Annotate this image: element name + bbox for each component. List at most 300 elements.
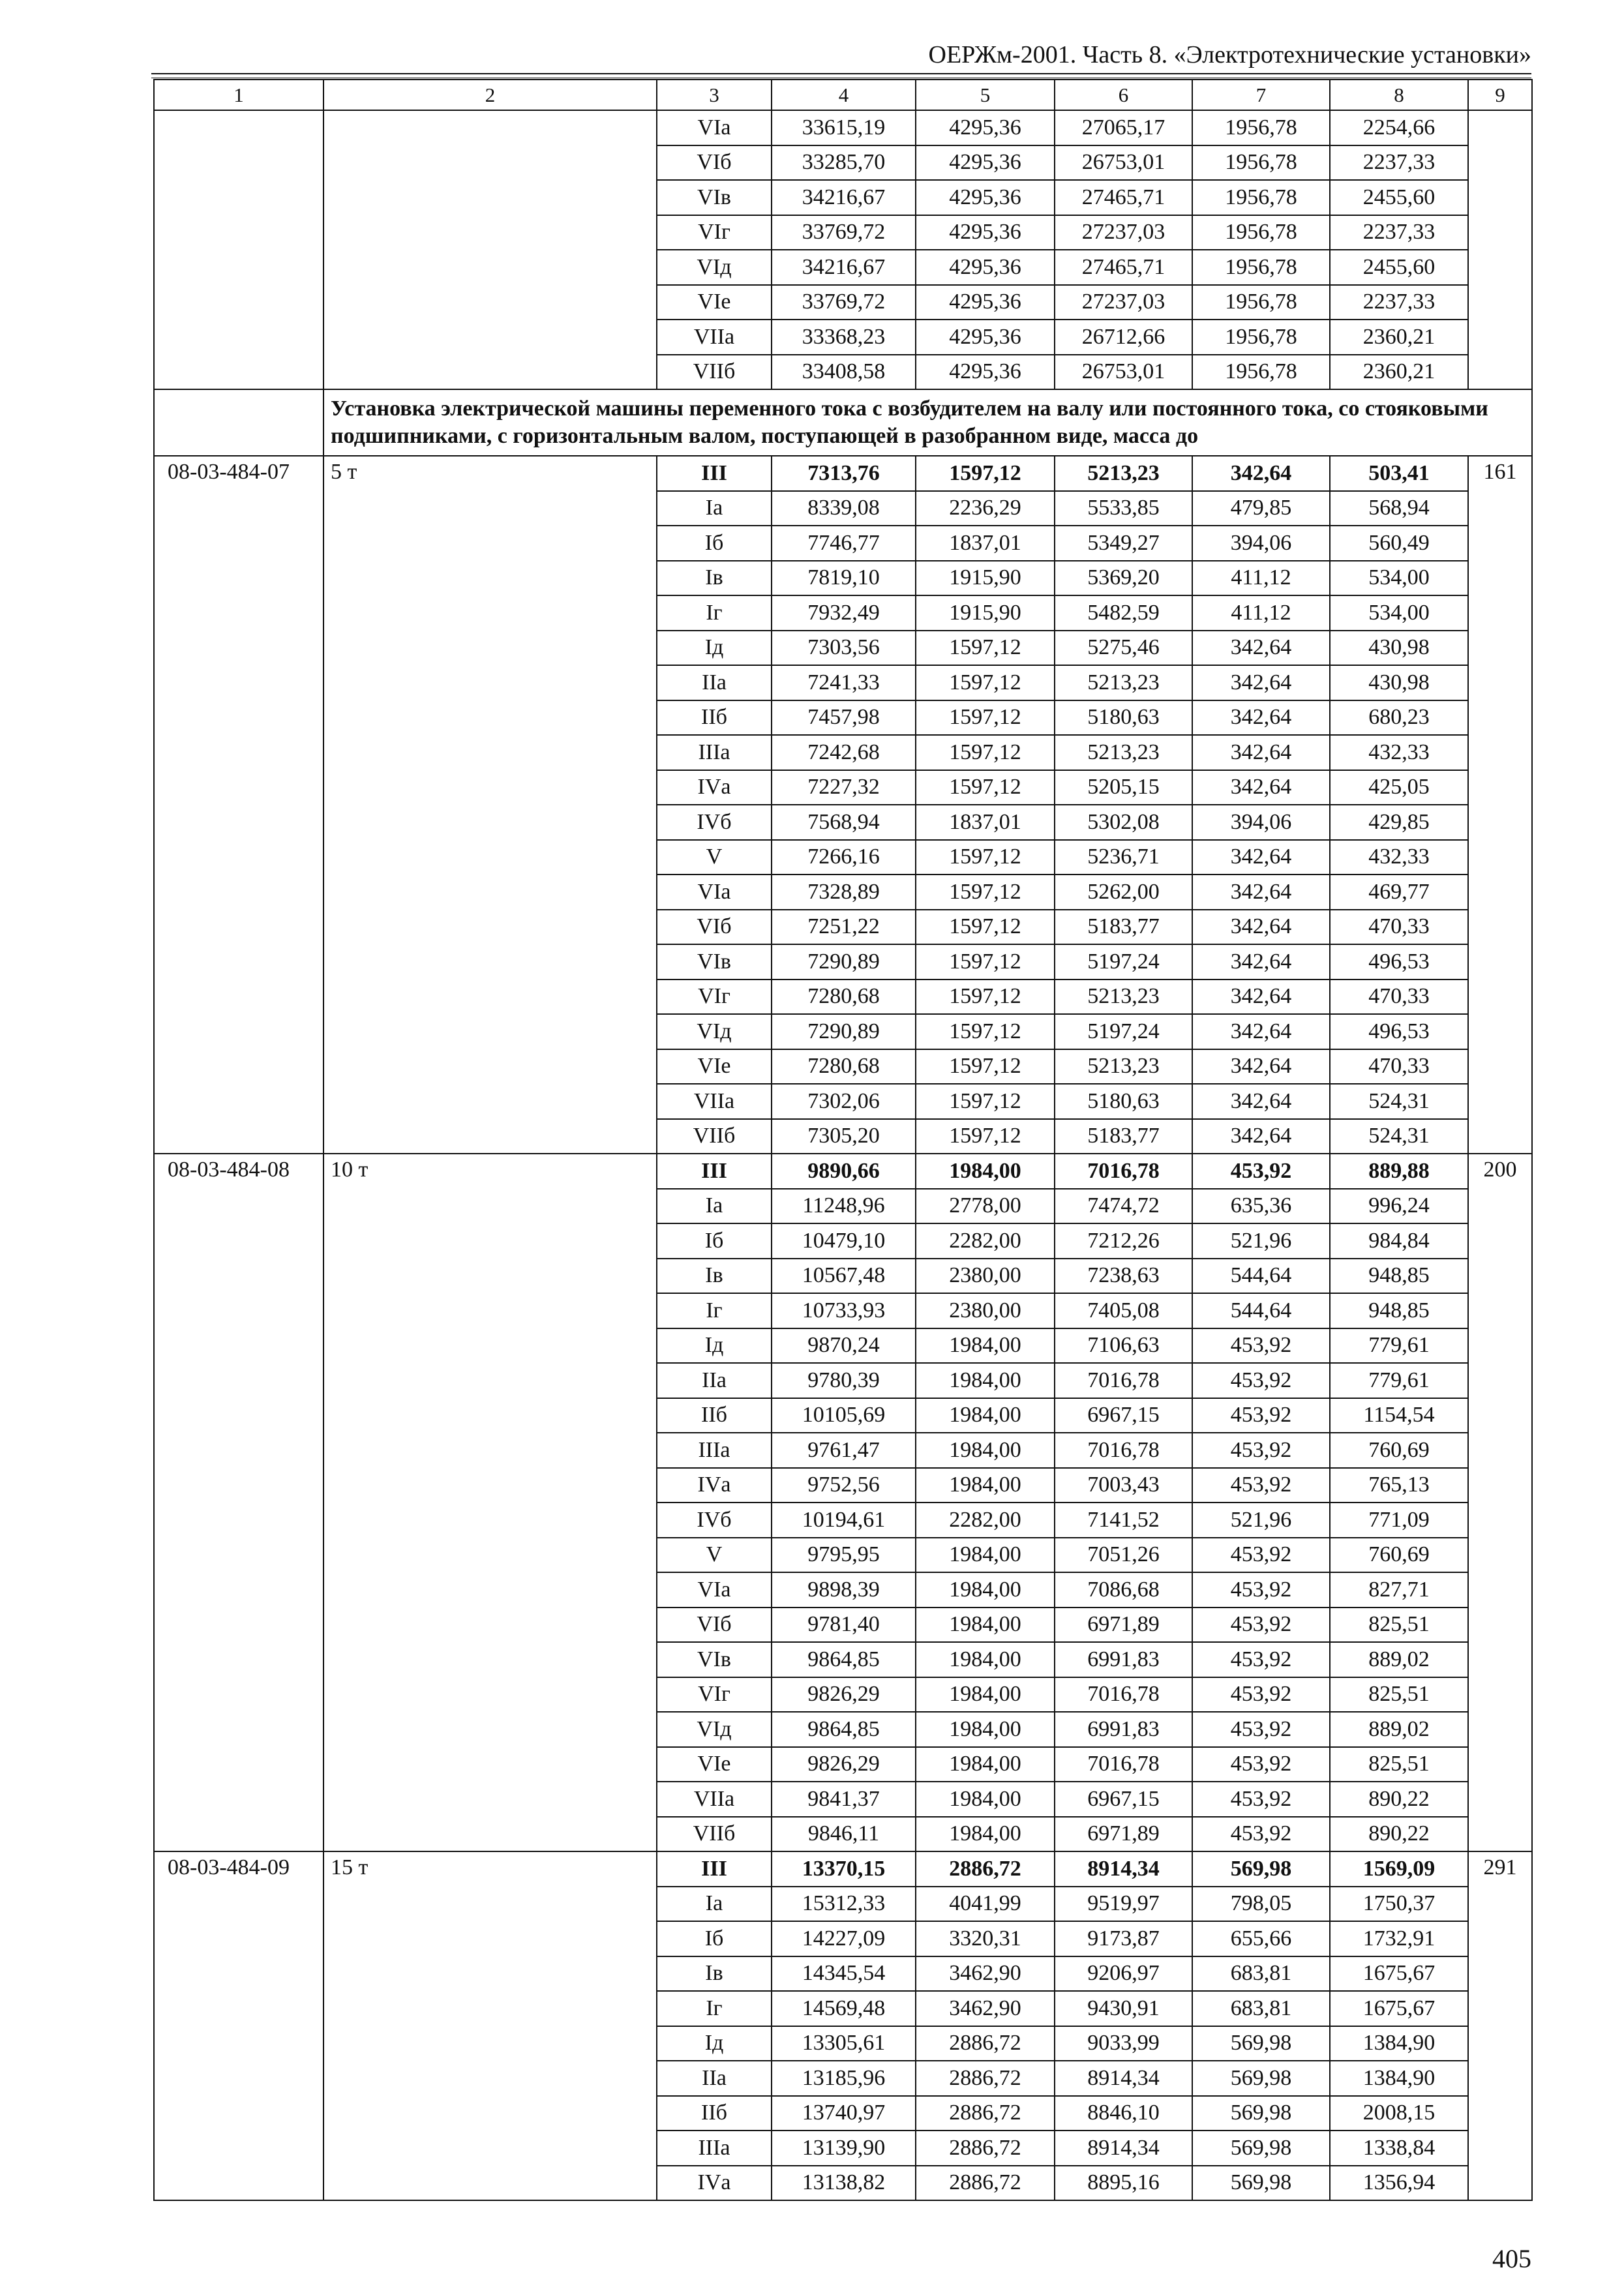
value-cell: 5533,85 (1055, 491, 1192, 526)
value-cell: 7305,20 (772, 1119, 916, 1154)
value-cell: 13185,96 (772, 2061, 916, 2096)
category-cell: VIIб (657, 1817, 772, 1852)
value-cell: 680,23 (1330, 700, 1468, 736)
value-cell: 453,92 (1192, 1398, 1330, 1433)
value-cell: 568,94 (1330, 491, 1468, 526)
value-cell: 1597,12 (916, 770, 1055, 805)
rate-code: 08-03-484-09 (154, 1851, 323, 2200)
value-cell: 524,31 (1330, 1084, 1468, 1119)
value-cell: 4295,36 (916, 355, 1055, 390)
value-cell: 544,64 (1192, 1259, 1330, 1294)
value-cell: 9890,66 (772, 1154, 916, 1189)
value-cell: 5482,59 (1055, 595, 1192, 631)
section-spacer (154, 389, 323, 456)
value-cell: 948,85 (1330, 1259, 1468, 1294)
value-cell: 34216,67 (772, 180, 916, 215)
value-cell: 1675,67 (1330, 1991, 1468, 2026)
value-cell: 9826,29 (772, 1747, 916, 1782)
category-cell: VIе (657, 1049, 772, 1085)
rate-code: 08-03-484-07 (154, 456, 323, 1154)
value-cell: 7016,78 (1055, 1433, 1192, 1468)
category-cell: VIв (657, 944, 772, 980)
value-cell: 496,53 (1330, 1014, 1468, 1049)
category-cell: IIIа (657, 1433, 772, 1468)
value-cell: 7251,22 (772, 910, 916, 945)
value-cell: 13139,90 (772, 2131, 916, 2166)
value-cell: 4295,36 (916, 145, 1055, 181)
value-cell: 798,05 (1192, 1887, 1330, 1922)
value-cell: 779,61 (1330, 1328, 1468, 1364)
value-cell: 7405,08 (1055, 1293, 1192, 1328)
value-cell: 1597,12 (916, 665, 1055, 700)
value-cell: 6991,83 (1055, 1642, 1192, 1677)
value-cell: 1984,00 (916, 1538, 1055, 1573)
value-cell: 9864,85 (772, 1712, 916, 1747)
value-cell: 2886,72 (916, 2166, 1055, 2201)
value-cell: 1597,12 (916, 1119, 1055, 1154)
value-cell: 469,77 (1330, 875, 1468, 910)
value-cell: 429,85 (1330, 805, 1468, 840)
value-cell: 7051,26 (1055, 1538, 1192, 1573)
value-cell: 7328,89 (772, 875, 916, 910)
value-cell: 342,64 (1192, 1049, 1330, 1085)
category-cell: Iд (657, 2026, 772, 2061)
value-cell: 765,13 (1330, 1468, 1468, 1503)
table-row (154, 456, 1532, 491)
value-cell: 7016,78 (1055, 1677, 1192, 1713)
column-number: 3 (657, 80, 772, 110)
value-cell: 5180,63 (1055, 1084, 1192, 1119)
category-cell: VIг (657, 1677, 772, 1713)
value-cell: 453,92 (1192, 1538, 1330, 1573)
value-cell: 34216,67 (772, 250, 916, 285)
value-cell: 827,71 (1330, 1572, 1468, 1608)
value-cell: 569,98 (1192, 1851, 1330, 1887)
value-cell: 26712,66 (1055, 320, 1192, 355)
value-cell: 1750,37 (1330, 1887, 1468, 1922)
value-cell: 7212,26 (1055, 1223, 1192, 1259)
value-cell: 1984,00 (916, 1782, 1055, 1817)
value-cell: 7568,94 (772, 805, 916, 840)
value-cell: 7290,89 (772, 944, 916, 980)
value-cell: 7746,77 (772, 526, 916, 561)
value-cell: 26753,01 (1055, 355, 1192, 390)
value-cell: 2008,15 (1330, 2096, 1468, 2131)
value-cell: 3462,90 (916, 1991, 1055, 2026)
value-cell: 4295,36 (916, 250, 1055, 285)
value-cell: 342,64 (1192, 700, 1330, 736)
value-cell: 9430,91 (1055, 1991, 1192, 2026)
value-cell: 1956,78 (1192, 355, 1330, 390)
value-cell: 342,64 (1192, 840, 1330, 875)
value-cell: 342,64 (1192, 631, 1330, 666)
value-cell: 453,92 (1192, 1608, 1330, 1643)
value-cell: 1984,00 (916, 1642, 1055, 1677)
category-cell: VIб (657, 145, 772, 181)
value-cell: 453,92 (1192, 1817, 1330, 1852)
value-cell: 1984,00 (916, 1154, 1055, 1189)
value-cell: 342,64 (1192, 770, 1330, 805)
value-cell: 27237,03 (1055, 215, 1192, 250)
rate-code: 08-03-484-08 (154, 1154, 323, 1851)
value-cell: 521,96 (1192, 1223, 1330, 1259)
category-cell: VIIб (657, 355, 772, 390)
value-cell: 655,66 (1192, 1921, 1330, 1956)
column-number: 1 (154, 80, 323, 110)
value-cell: 9780,39 (772, 1363, 916, 1398)
value-cell: 27237,03 (1055, 285, 1192, 320)
page-number: 405 (1492, 2244, 1531, 2273)
category-cell: Iв (657, 561, 772, 596)
column-number: 9 (1468, 80, 1532, 110)
value-cell: 33615,19 (772, 110, 916, 145)
value-cell: 26753,01 (1055, 145, 1192, 181)
value-cell: 9898,39 (772, 1572, 916, 1608)
value-cell: 4295,36 (916, 110, 1055, 145)
value-cell: 1984,00 (916, 1712, 1055, 1747)
value-cell: 453,92 (1192, 1154, 1330, 1189)
value-cell: 9173,87 (1055, 1921, 1192, 1956)
value-cell: 9033,99 (1055, 2026, 1192, 2061)
value-cell: 890,22 (1330, 1817, 1468, 1852)
value-cell: 1956,78 (1192, 285, 1330, 320)
category-cell: Iа (657, 1887, 772, 1922)
category-cell: V (657, 1538, 772, 1573)
value-cell: 7302,06 (772, 1084, 916, 1119)
value-cell: 8339,08 (772, 491, 916, 526)
value-cell: 1384,90 (1330, 2061, 1468, 2096)
value-cell: 569,98 (1192, 2026, 1330, 2061)
value-cell: 3462,90 (916, 1956, 1055, 1992)
value-cell: 453,92 (1192, 1363, 1330, 1398)
category-cell: IIа (657, 1363, 772, 1398)
value-cell: 1597,12 (916, 735, 1055, 770)
value-cell: 1984,00 (916, 1363, 1055, 1398)
value-cell: 1597,12 (916, 980, 1055, 1015)
value-cell: 825,51 (1330, 1677, 1468, 1713)
value-cell: 5213,23 (1055, 735, 1192, 770)
value-cell: 1597,12 (916, 1084, 1055, 1119)
value-cell: 2380,00 (916, 1293, 1055, 1328)
value-cell: 8914,34 (1055, 1851, 1192, 1887)
category-cell: VIе (657, 1747, 772, 1782)
category-cell: Iг (657, 595, 772, 631)
value-cell: 1956,78 (1192, 320, 1330, 355)
value-cell: 7266,16 (772, 840, 916, 875)
value-cell: 5213,23 (1055, 1049, 1192, 1085)
category-cell: Iг (657, 1991, 772, 2026)
value-cell: 569,98 (1192, 2096, 1330, 2131)
value-cell: 470,33 (1330, 980, 1468, 1015)
value-cell: 890,22 (1330, 1782, 1468, 1817)
value-cell: 411,12 (1192, 595, 1330, 631)
category-cell: VIIа (657, 1782, 772, 1817)
value-cell: 1597,12 (916, 631, 1055, 666)
column-number: 8 (1330, 80, 1468, 110)
category-cell: IIб (657, 1398, 772, 1433)
category-cell: VIд (657, 1712, 772, 1747)
value-cell: 342,64 (1192, 1014, 1330, 1049)
value-cell: 8914,34 (1055, 2131, 1192, 2166)
value-cell: 430,98 (1330, 665, 1468, 700)
category-cell: IIа (657, 665, 772, 700)
value-cell: 14569,48 (772, 1991, 916, 2026)
value-cell: 760,69 (1330, 1433, 1468, 1468)
col9-value: 161 (1468, 456, 1532, 1154)
value-cell: 10733,93 (772, 1293, 916, 1328)
value-cell: 33769,72 (772, 285, 916, 320)
value-cell: 1956,78 (1192, 215, 1330, 250)
value-cell: 1915,90 (916, 595, 1055, 631)
value-cell: 1597,12 (916, 1049, 1055, 1085)
value-cell: 10194,61 (772, 1503, 916, 1538)
table-row (154, 110, 1532, 145)
value-cell: 569,98 (1192, 2166, 1330, 2201)
mass-label: 10 т (323, 1154, 657, 1851)
value-cell: 6967,15 (1055, 1782, 1192, 1817)
value-cell: 5213,23 (1055, 456, 1192, 491)
value-cell: 342,64 (1192, 456, 1330, 491)
value-cell: 534,00 (1330, 595, 1468, 631)
value-cell: 2236,29 (916, 491, 1055, 526)
value-cell: 10479,10 (772, 1223, 916, 1259)
category-cell: IVа (657, 2166, 772, 2201)
value-cell: 521,96 (1192, 1503, 1330, 1538)
value-cell: 470,33 (1330, 1049, 1468, 1085)
category-cell: Iв (657, 1259, 772, 1294)
category-cell: VIд (657, 1014, 772, 1049)
value-cell: 4295,36 (916, 180, 1055, 215)
value-cell: 14345,54 (772, 1956, 916, 1992)
value-cell: 11248,96 (772, 1189, 916, 1224)
value-cell: 7819,10 (772, 561, 916, 596)
mass-label: 5 т (323, 456, 657, 1154)
category-cell: III (657, 1154, 772, 1189)
category-cell: VIб (657, 910, 772, 945)
value-cell: 2380,00 (916, 1259, 1055, 1294)
value-cell: 7141,52 (1055, 1503, 1192, 1538)
value-cell: 5369,20 (1055, 561, 1192, 596)
category-cell: IIIа (657, 735, 772, 770)
value-cell: 7303,56 (772, 631, 916, 666)
value-cell: 8914,34 (1055, 2061, 1192, 2096)
value-cell: 9781,40 (772, 1608, 916, 1643)
value-cell: 9870,24 (772, 1328, 916, 1364)
value-cell: 1154,54 (1330, 1398, 1468, 1433)
category-cell: III (657, 1851, 772, 1887)
value-cell: 33408,58 (772, 355, 916, 390)
value-cell: 394,06 (1192, 526, 1330, 561)
table-row (154, 1154, 1532, 1189)
value-cell: 1984,00 (916, 1468, 1055, 1503)
value-cell: 5183,77 (1055, 1119, 1192, 1154)
value-cell: 13740,97 (772, 2096, 916, 2131)
value-cell: 342,64 (1192, 1119, 1330, 1154)
value-cell: 6971,89 (1055, 1608, 1192, 1643)
value-cell: 9864,85 (772, 1642, 916, 1677)
value-cell: 1956,78 (1192, 180, 1330, 215)
value-cell: 889,02 (1330, 1642, 1468, 1677)
value-cell: 825,51 (1330, 1747, 1468, 1782)
value-cell: 7242,68 (772, 735, 916, 770)
value-cell: 7280,68 (772, 980, 916, 1015)
value-cell: 14227,09 (772, 1921, 916, 1956)
col9-value: 291 (1468, 1851, 1532, 2200)
value-cell: 1984,00 (916, 1398, 1055, 1433)
value-cell: 7313,76 (772, 456, 916, 491)
value-cell: 560,49 (1330, 526, 1468, 561)
mass-label: 15 т (323, 1851, 657, 2200)
value-cell: 453,92 (1192, 1433, 1330, 1468)
column-number: 2 (323, 80, 657, 110)
value-cell: 2455,60 (1330, 250, 1468, 285)
value-cell: 5349,27 (1055, 526, 1192, 561)
value-cell: 453,92 (1192, 1782, 1330, 1817)
value-cell: 2886,72 (916, 2026, 1055, 2061)
value-cell: 1597,12 (916, 910, 1055, 945)
value-cell: 6971,89 (1055, 1817, 1192, 1852)
category-cell: Iа (657, 1189, 772, 1224)
value-cell: 5197,24 (1055, 944, 1192, 980)
value-cell: 5205,15 (1055, 770, 1192, 805)
value-cell: 1597,12 (916, 700, 1055, 736)
value-cell: 534,00 (1330, 561, 1468, 596)
value-cell: 3320,31 (916, 1921, 1055, 1956)
value-cell: 7280,68 (772, 1049, 916, 1085)
category-cell: IVа (657, 770, 772, 805)
value-cell: 4295,36 (916, 215, 1055, 250)
value-cell: 7016,78 (1055, 1154, 1192, 1189)
value-cell: 2886,72 (916, 2131, 1055, 2166)
value-cell: 342,64 (1192, 735, 1330, 770)
value-cell: 453,92 (1192, 1712, 1330, 1747)
value-cell: 5197,24 (1055, 1014, 1192, 1049)
value-cell: 479,85 (1192, 491, 1330, 526)
value-cell: 9846,11 (772, 1817, 916, 1852)
value-cell: 8846,10 (1055, 2096, 1192, 2131)
category-cell: III (657, 456, 772, 491)
value-cell: 9206,97 (1055, 1956, 1192, 1992)
value-cell: 27465,71 (1055, 250, 1192, 285)
value-cell: 1597,12 (916, 944, 1055, 980)
value-cell: 453,92 (1192, 1747, 1330, 1782)
value-cell: 2360,21 (1330, 320, 1468, 355)
category-cell: IVб (657, 1503, 772, 1538)
value-cell: 2282,00 (916, 1503, 1055, 1538)
value-cell: 411,12 (1192, 561, 1330, 596)
category-cell: IIа (657, 2061, 772, 2096)
value-cell: 1915,90 (916, 561, 1055, 596)
category-cell: Iа (657, 491, 772, 526)
value-cell: 1984,00 (916, 1747, 1055, 1782)
value-cell: 2237,33 (1330, 145, 1468, 181)
value-cell: 9841,37 (772, 1782, 916, 1817)
category-cell: IVб (657, 805, 772, 840)
value-cell: 1984,00 (916, 1572, 1055, 1608)
value-cell: 5275,46 (1055, 631, 1192, 666)
category-cell: VIIб (657, 1119, 772, 1154)
value-cell: 7016,78 (1055, 1747, 1192, 1782)
col9-cell (1468, 110, 1532, 389)
value-cell: 1597,12 (916, 1014, 1055, 1049)
value-cell: 569,98 (1192, 2131, 1330, 2166)
value-cell: 33769,72 (772, 215, 916, 250)
value-cell: 7016,78 (1055, 1363, 1192, 1398)
value-cell: 1837,01 (916, 526, 1055, 561)
value-cell: 779,61 (1330, 1363, 1468, 1398)
value-cell: 569,98 (1192, 2061, 1330, 2096)
value-cell: 2237,33 (1330, 285, 1468, 320)
value-cell: 342,64 (1192, 1084, 1330, 1119)
value-cell: 1984,00 (916, 1677, 1055, 1713)
value-cell: 27465,71 (1055, 180, 1192, 215)
header-rule (151, 73, 1531, 74)
value-cell: 496,53 (1330, 944, 1468, 980)
category-cell: VIа (657, 875, 772, 910)
value-cell: 948,85 (1330, 1293, 1468, 1328)
value-cell: 1675,67 (1330, 1956, 1468, 1992)
value-cell: 1984,00 (916, 1608, 1055, 1643)
value-cell: 825,51 (1330, 1608, 1468, 1643)
value-cell: 1956,78 (1192, 145, 1330, 181)
value-cell: 2237,33 (1330, 215, 1468, 250)
category-cell: Iг (657, 1293, 772, 1328)
value-cell: 2778,00 (916, 1189, 1055, 1224)
value-cell: 342,64 (1192, 980, 1330, 1015)
value-cell: 33285,70 (772, 145, 916, 181)
value-cell: 2282,00 (916, 1223, 1055, 1259)
section-title: Установка электрической машины переменного тока с возбудителем на валу или постоянного тока, со стояковыми подшипниками, с горизонтальным валом, поступающей в разобранном виде, масса до (323, 389, 1532, 456)
value-cell: 7238,63 (1055, 1259, 1192, 1294)
value-cell: 394,06 (1192, 805, 1330, 840)
value-cell: 1956,78 (1192, 250, 1330, 285)
value-cell: 1597,12 (916, 840, 1055, 875)
value-cell: 544,64 (1192, 1293, 1330, 1328)
value-cell: 9795,95 (772, 1538, 916, 1573)
value-cell: 7932,49 (772, 595, 916, 631)
value-cell: 1356,94 (1330, 2166, 1468, 2201)
value-cell: 1732,91 (1330, 1921, 1468, 1956)
category-cell: IVа (657, 1468, 772, 1503)
column-number: 7 (1192, 80, 1330, 110)
section-row (154, 389, 1532, 456)
value-cell: 4295,36 (916, 285, 1055, 320)
value-cell: 2254,66 (1330, 110, 1468, 145)
col9-value: 200 (1468, 1154, 1532, 1851)
category-cell: VIг (657, 980, 772, 1015)
value-cell: 683,81 (1192, 1956, 1330, 1992)
category-cell: VIб (657, 1608, 772, 1643)
code-cell (154, 110, 323, 389)
value-cell: 10567,48 (772, 1259, 916, 1294)
value-cell: 9761,47 (772, 1433, 916, 1468)
value-cell: 27065,17 (1055, 110, 1192, 145)
name-cell (323, 110, 657, 389)
category-cell: VIIа (657, 320, 772, 355)
value-cell: 1597,12 (916, 456, 1055, 491)
value-cell: 7457,98 (772, 700, 916, 736)
column-number: 6 (1055, 80, 1192, 110)
price-table-body (154, 80, 1532, 2200)
category-cell: VIг (657, 215, 772, 250)
value-cell: 1569,09 (1330, 1851, 1468, 1887)
column-number: 4 (772, 80, 916, 110)
table-row (154, 1851, 1532, 1887)
value-cell: 996,24 (1330, 1189, 1468, 1224)
value-cell: 9826,29 (772, 1677, 916, 1713)
value-cell: 6991,83 (1055, 1712, 1192, 1747)
value-cell: 430,98 (1330, 631, 1468, 666)
